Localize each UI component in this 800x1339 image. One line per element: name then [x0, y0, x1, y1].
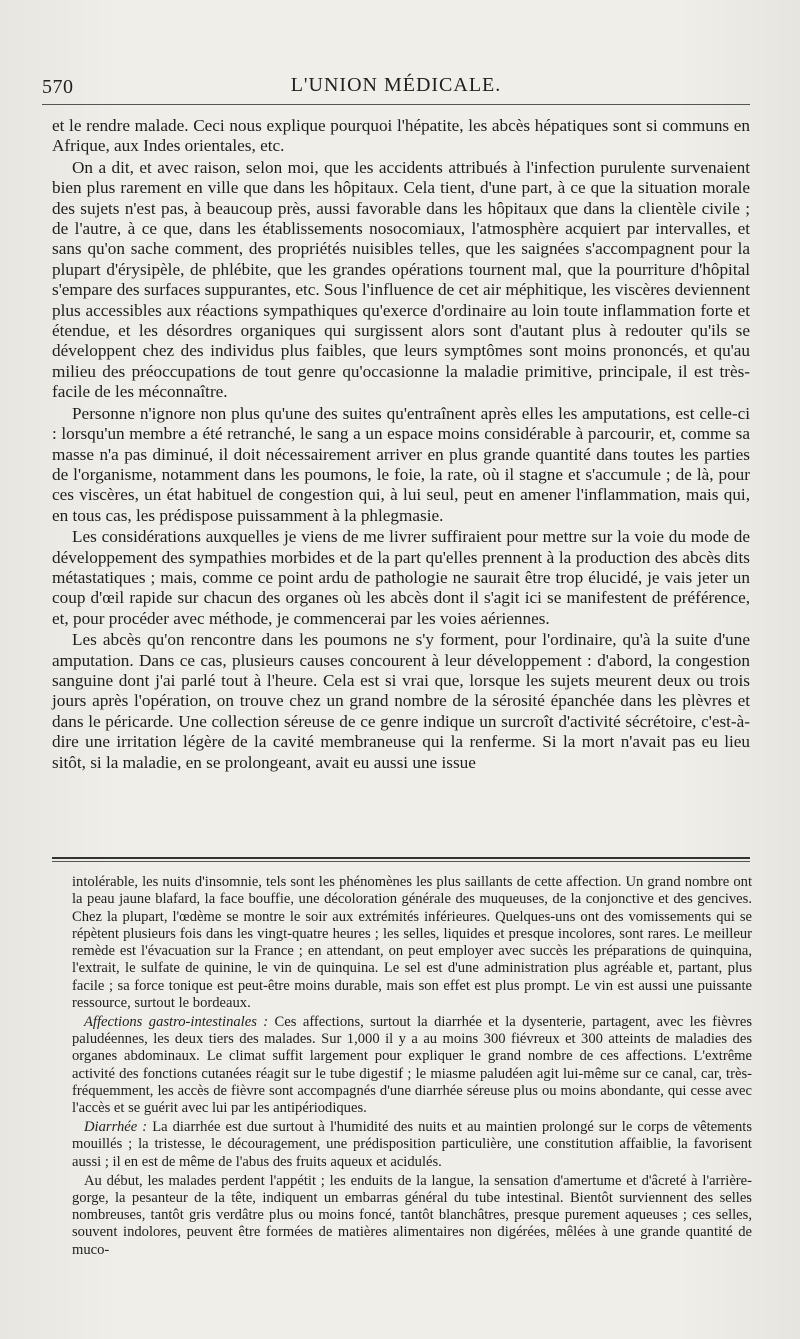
- note-heading: Diarrhée :: [84, 1119, 148, 1136]
- main-paragraph: et le rendre malade. Ceci nous explique pourquoi l'hépatite, les abcès hépatiques sont si communs en Afrique, aux Indes orientales, etc.: [52, 116, 750, 156]
- header-rule: [42, 104, 750, 105]
- note-heading: Affections gastro-intestinales :: [84, 1013, 269, 1030]
- main-paragraph: Personne n'ignore non plus qu'une des suites qu'entraînent après elles les amputations, est celle-ci : lorsqu'un membre a été retranché, le sang a un espace moins considérable à parcourir, et, comme sa masse n'a pas diminué, il doit nécessairement arriver en plus grande quantité dans toutes les parties de l'organisme, notamment dans les poumons, le foie, la rate, où il stagne et s'accumule ; de là, pour ces viscères, un état habituel de congestion qui, à lui seul, peut en amener l'inflammation, mais qui, en tous cas, les prédispose puissamment à la phlegmasie.: [52, 403, 750, 525]
- footnote-text: [72, 874, 752, 1259]
- note-paragraph: [72, 1014, 752, 1118]
- main-paragraph: On a dit, et avec raison, selon moi, que les accidents attribués à l'infection purulente survenaient bien plus rarement en ville que dans les hôpitaux. Cela tient, d'une part, à ce que la situation morale des sujets n'est pas, à beaucoup près, aussi favorable dans les hôpitaux que dans la clientèle civile ; de l'autre, à ce que, dans les établissements nosocomiaux, l'atmosphère acquiert par intervalles, et sans qu'on sache comment, des propriétés nuisibles telles, que les saignées s'accompagnent pour la plupart d'érysipèle, de phlébite, que les grandes opérations tournent mal, que la pourriture d'hôpital s'empare des surfaces suppurantes, etc. Sous l'influence de cet air méphitique, les viscères deviennent plus accessibles aux réactions sympathiques qu'exerce d'ordinaire au loin toute inflammation forte et étendue, et les désordres organiques qui surgissent alors sont d'autant plus à redouter qu'ils se développent chez des individus plus faibles, que leurs symptômes sont moins prononcés, et qu'au milieu des préoccupations de tout genre qu'occasionne la maladie primitive, principale, il est très-facile de les méconnaître.: [52, 157, 750, 402]
- note-paragraph: Au début, les malades perdent l'appétit ; les enduits de la langue, la sensation d'amertume et d'âcreté à l'arrière-gorge, la pesanteur de la tête, indiquent un embarras général du tube intestinal. Bientôt surviennent des selles nombreuses, tantôt gris verdâtre plus ou moins foncé, tantôt blanchâtres, presque purement aqueuses ; ces selles, souvent indolores, peuvent être formées de matières alimentaires non digérées, mêlées à une grande quantité de muco-: [72, 1172, 752, 1258]
- main-text: [52, 116, 750, 773]
- journal-title: L'UNION MÉDICALE.: [290, 74, 502, 96]
- note-body: La diarrhée est due surtout à l'humidité des nuits et au maintien prolongé sur le corps de vêtements mouillés ; la tristesse, le découragement, une prédisposition particulière, une constitution affaiblie, la favorisent aussi ; il en est de même de l'abus des fruits aqueux et acidulés.: [72, 1119, 753, 1170]
- main-paragraph: Les abcès qu'on rencontre dans les poumons ne s'y forment, pour l'ordinaire, qu'à la suite d'une amputation. Dans ce cas, plusieurs causes concourent à leur développement : d'abord, la congestion sanguine dont j'ai parlé tout à l'heure. Cela est si vrai que, lorsque les sujets meurent deux ou trois jours après l'opération, on trouve chez un grand nombre de la sérosité épanchée dans les plèvres et dans le péricarde. Une collection séreuse de ce genre indique un surcroît d'activité sécrétoire, c'est-à-dire une irritation légère de la cavité membraneuse qui la renferme. Si la mort n'avait pas eu lieu sitôt, si la maladie, en se prolongeant, avait eu aussi une issue: [52, 630, 750, 772]
- note-paragraph: intolérable, les nuits d'insomnie, tels sont les phénomènes les plus saillants de cette affection. Un grand nombre ont la peau jaune blafard, la face bouffie, une décoloration générale des muqueuses, de la conjonctive et des gencives. Chez la plupart, l'œdème se montre le soir aux extrémités inférieures. Quelques-uns ont des vomissements qui se répètent plusieurs fois dans les vingt-quatre heures ; les selles, liquides et presque incolores, sont rares. Le meilleur remède est l'évacuation sur la France ; en attendant, on peut employer avec succès les préparations de quinquina, l'extrait, le sulfate de quinine, le vin de quinquina. Le sel est d'une administration plus agréable et, partant, plus facile ; sa force tonique est peut-être moins durable, mais son effet est plus prompt. Le vin est aussi une puissante ressource, surtout le bordeaux.: [72, 874, 752, 1012]
- page-number: 570: [42, 76, 74, 98]
- note-paragraph: [72, 1119, 752, 1171]
- main-paragraph: Les considérations auxquelles je viens de me livrer suffiraient pour mettre sur la voie du mode de développement des sympathies morbides et de la part qu'elles prennent à la production des abcès dits métastatiques ; mais, comme ce point ardu de pathologie ne saurait être trop élucidé, je vais jeter un coup d'œil rapide sur chacun des organes où les abcès dont il s'agit ici se manifestent de préférence, et, pour procéder avec méthode, je commencerai par les voies aériennes.: [52, 527, 750, 628]
- note-body: Ces affections, surtout la diarrhée et la dysenterie, partagent, avec les fièvres paludéennes, les deux tiers des malades. Sur 1,000 il y a au moins 300 fiévreux et 300 atteints de maladies des organes abdominaux. Le climat suffit largement pour expliquer le grand nombre de ces affections. L'extrême activité des fonctions cutanées réagit sur le tube digestif ; le miasme paludéen agit lui-même sur ce canal, car, très-fréquemment, les accès de fièvre sont accompagnés d'une diarrhée séreuse plus ou moins abondante, qui cesse avec l'accès et se guérit avec lui par les antipériodiques.: [72, 1013, 752, 1117]
- section-separator: [52, 857, 750, 862]
- page-header: [42, 68, 750, 104]
